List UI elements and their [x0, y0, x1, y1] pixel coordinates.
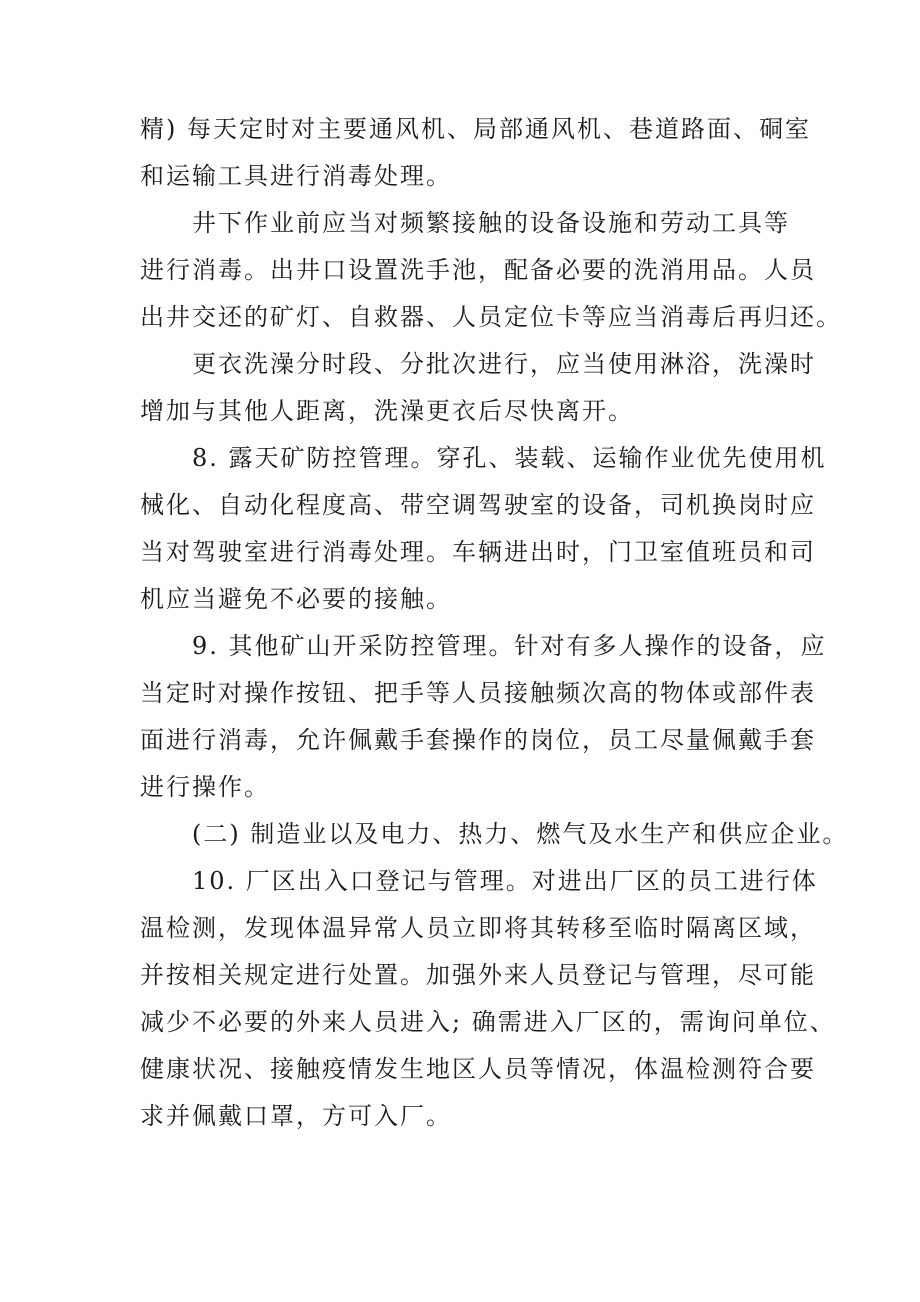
text-line: 械化、自动化程度高、带空调驾驶室的设备，司机换岗时应 [140, 491, 816, 519]
text-line: 10. 厂区出入口登记与管理。对进出厂区的员工进行体 [192, 867, 818, 895]
text-line: 8. 露天矿防控管理。穿孔、装载、运输作业优先使用机 [192, 444, 827, 472]
text-line: 出井交还的矿灯、自救器、人员定位卡等应当消毒后再归还。 [140, 303, 842, 331]
text-line: 当定时对操作按钮、把手等人员接触频次高的物体或部件表 [140, 679, 816, 707]
paragraph-3 [140, 341, 816, 435]
text-line: 进行消毒。出井口设置洗手池，配备必要的洗消用品。人员 [140, 256, 816, 284]
paragraph-4 [140, 435, 827, 623]
paragraph-7 [140, 858, 836, 1140]
text-line: 当对驾驶室进行消毒处理。车辆进出时，门卫室值班员和司 [140, 538, 816, 566]
text-line: 精) 每天定时对主要通风机、局部通风机、巷道路面、硐室 [140, 115, 811, 143]
paragraph-5 [140, 623, 827, 811]
text-line: 健康状况、接触疫情发生地区人员等情况，体温检测符合要 [140, 1055, 816, 1083]
text-line: 增加与其他人距离，洗澡更衣后尽快离开。 [140, 397, 634, 425]
text-line: 温检测，发现体温异常人员立即将其转移至临时隔离区域， [140, 914, 816, 942]
text-line: 和运输工具进行消毒处理。 [140, 162, 452, 190]
document-body [140, 106, 849, 1140]
text-line: 并按相关规定进行处置。加强外来人员登记与管理，尽可能 [140, 961, 816, 989]
text-line: 求并佩戴口罩，方可入厂。 [140, 1102, 452, 1130]
text-line: 机应当避免不必要的接触。 [140, 585, 452, 613]
section-heading [140, 811, 849, 858]
text-line: 更衣洗澡分时段、分批次进行，应当使用淋浴，洗澡时 [192, 350, 816, 378]
text-line: 9. 其他矿山开采防控管理。针对有多人操作的设备，应 [192, 632, 827, 660]
text-line: 井下作业前应当对频繁接触的设备设施和劳动工具等 [192, 209, 790, 237]
text-line: 面进行消毒，允许佩戴手套操作的岗位，员工尽量佩戴手套 [140, 726, 816, 754]
text-line: 减少不必要的外来人员进入; 确需进入厂区的，需询问单位、 [140, 1008, 836, 1036]
text-line: (二) 制造业以及电力、热力、燃气及水生产和供应企业。 [192, 820, 849, 848]
paragraph-1 [140, 106, 811, 200]
text-line: 进行操作。 [140, 773, 270, 801]
paragraph-2 [140, 200, 842, 341]
